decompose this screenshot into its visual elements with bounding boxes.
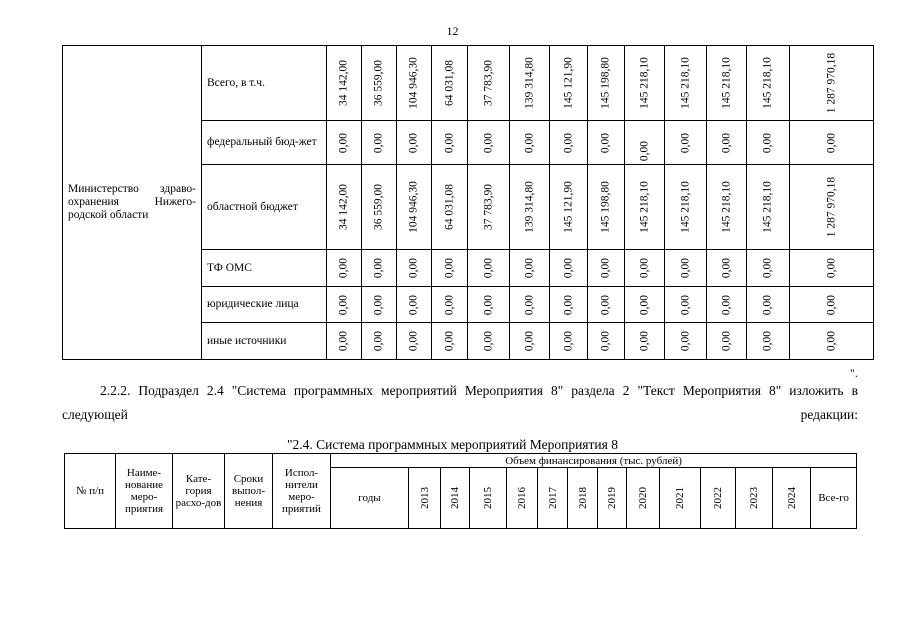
funding-value: 0,00 xyxy=(562,330,574,352)
year-label: 2016 xyxy=(516,487,528,509)
year-label: 2014 xyxy=(449,487,461,509)
funding-value-cell xyxy=(625,165,665,250)
funding-value: 0,00 xyxy=(638,257,650,279)
col-name-header: Наиме-нование меро-приятия xyxy=(116,454,173,529)
funding-value-cell xyxy=(790,287,874,323)
section-heading: "2.4. Система программных мероприятий Мероприятия 8 xyxy=(287,437,618,452)
funding-value: 0,00 xyxy=(523,257,535,279)
funding-source-label: областной бюджет xyxy=(202,165,327,250)
funding-value-cell xyxy=(468,287,510,323)
funding-value: 0,00 xyxy=(443,330,455,352)
funding-value: 139 314,80 xyxy=(523,181,535,233)
funding-value-cell xyxy=(468,121,510,165)
funding-value: 0,00 xyxy=(372,330,385,352)
year-label: 2019 xyxy=(606,487,618,509)
funding-source-label: Всего, в т.ч. xyxy=(202,46,327,121)
funding-value-cell xyxy=(397,323,432,360)
funding-value-cell xyxy=(747,165,790,250)
amendment-paragraph: 2.2.2. Подраздел 2.4 "Система программных мероприятий Мероприятия 8" раздела 2 "Текст Мероприятия 8" изложить в следующей редакции: xyxy=(62,383,858,422)
funding-value-cell xyxy=(625,121,665,165)
funding-value-cell xyxy=(588,46,625,121)
funding-value: 0,00 xyxy=(407,132,420,153)
funding-value: 0,00 xyxy=(638,141,650,162)
year-header xyxy=(736,468,773,529)
funding-value-cell xyxy=(588,287,625,323)
year-header xyxy=(409,468,441,529)
funding-value-cell xyxy=(510,165,550,250)
funding-value: 64 031,08 xyxy=(443,184,455,230)
funding-value: 0,00 xyxy=(482,294,494,315)
col-executors-header: Испол-нители меро-приятий xyxy=(273,454,331,529)
funding-value-cell xyxy=(665,323,707,360)
funding-value-cell xyxy=(747,121,790,165)
funding-value: 0,00 xyxy=(720,132,732,153)
funding-value-cell xyxy=(327,46,362,121)
year-header xyxy=(568,468,598,529)
funding-value: 36 559,00 xyxy=(372,60,385,106)
funding-value: 0,00 xyxy=(679,330,691,352)
funding-value-cell xyxy=(550,46,588,121)
organization-name: Министерство здраво-охранения Нижего-родской области xyxy=(68,183,196,221)
total-header: Все-го xyxy=(811,468,857,529)
funding-value-cell xyxy=(588,250,625,287)
year-header xyxy=(598,468,627,529)
funding-value-cell xyxy=(468,250,510,287)
funding-value-cell xyxy=(707,250,747,287)
funding-value: 0,00 xyxy=(337,257,350,279)
funding-value: 1 287 970,18 xyxy=(825,176,837,238)
funding-value: 0,00 xyxy=(523,330,535,352)
funding-value: 37 783,90 xyxy=(482,184,494,230)
funding-value: 145 218,10 xyxy=(720,181,732,233)
funding-value: 0,00 xyxy=(761,330,774,352)
closing-quote: ". xyxy=(850,366,858,380)
funding-value-cell xyxy=(510,46,550,121)
funding-value-cell xyxy=(362,121,397,165)
funding-value: 145 198,80 xyxy=(599,181,612,233)
funding-value-cell xyxy=(625,250,665,287)
funding-value-cell xyxy=(397,165,432,250)
funding-value-cell xyxy=(468,165,510,250)
funding-value: 0,00 xyxy=(720,294,732,315)
funding-value-cell xyxy=(362,250,397,287)
year-header xyxy=(441,468,470,529)
funding-value-cell xyxy=(747,287,790,323)
funding-value: 0,00 xyxy=(562,294,574,315)
funding-value-cell xyxy=(790,121,874,165)
organization-cell xyxy=(63,46,202,360)
year-label: 2017 xyxy=(546,487,559,509)
funding-value: 0,00 xyxy=(523,294,535,315)
funding-value: 0,00 xyxy=(761,257,774,279)
funding-value-cell xyxy=(327,287,362,323)
funding-value: 0,00 xyxy=(372,132,385,153)
year-label: 2021 xyxy=(674,487,686,509)
page-number: 12 xyxy=(446,24,459,38)
funding-value: 145 218,10 xyxy=(638,181,650,233)
funding-value: 145 218,10 xyxy=(761,181,774,233)
funding-value: 139 314,80 xyxy=(523,57,535,109)
funding-value: 0,00 xyxy=(337,330,350,352)
funding-value: 145 198,80 xyxy=(599,57,612,109)
funding-value: 0,00 xyxy=(720,330,732,352)
funding-value-cell xyxy=(327,323,362,360)
funding-value: 0,00 xyxy=(761,132,774,153)
year-header xyxy=(538,468,568,529)
funding-value: 0,00 xyxy=(482,257,494,279)
funding-value-cell xyxy=(747,46,790,121)
funding-value: 0,00 xyxy=(443,257,455,279)
funding-value-cell xyxy=(468,46,510,121)
year-header xyxy=(470,468,507,529)
funding-value: 0,00 xyxy=(337,294,350,315)
year-header xyxy=(627,468,660,529)
funding-value: 0,00 xyxy=(720,257,732,279)
funding-value-cell xyxy=(588,121,625,165)
funding-value-cell xyxy=(432,165,468,250)
funding-value-cell xyxy=(397,250,432,287)
year-label: 2023 xyxy=(748,487,760,509)
funding-value: 0,00 xyxy=(679,257,691,279)
funding-value: 0,00 xyxy=(443,132,455,153)
funding-value: 64 031,08 xyxy=(443,60,455,106)
funding-value-cell xyxy=(790,46,874,121)
funding-value: 0,00 xyxy=(825,330,837,352)
funding-value-cell xyxy=(790,165,874,250)
funding-value-cell xyxy=(550,323,588,360)
funding-value-cell xyxy=(550,250,588,287)
funding-value-cell xyxy=(625,323,665,360)
funding-value-cell xyxy=(707,287,747,323)
col-category-header: Кате-гория расхо-дов xyxy=(173,454,225,529)
funding-value-cell xyxy=(665,46,707,121)
funding-value: 0,00 xyxy=(482,132,494,153)
funding-value-cell xyxy=(665,250,707,287)
col-num-header: № п/п xyxy=(65,454,116,529)
funding-row xyxy=(63,46,874,121)
year-header xyxy=(660,468,701,529)
funding-value: 0,00 xyxy=(825,132,837,153)
funding-value: 0,00 xyxy=(407,294,420,315)
funding-value: 0,00 xyxy=(599,294,612,315)
funding-value: 0,00 xyxy=(679,294,691,315)
funding-header: Объем финансирования (тыс. рублей) xyxy=(331,454,857,468)
funding-value: 0,00 xyxy=(638,330,650,352)
funding-value-cell xyxy=(665,287,707,323)
funding-value-cell xyxy=(625,287,665,323)
funding-value: 36 559,00 xyxy=(372,184,385,230)
year-label: 2022 xyxy=(712,487,724,509)
funding-value-cell xyxy=(707,323,747,360)
funding-value-cell xyxy=(707,165,747,250)
funding-table xyxy=(62,45,874,360)
funding-source-label: федеральный бюд-жет xyxy=(202,121,327,165)
funding-value-cell xyxy=(327,250,362,287)
funding-value: 0,00 xyxy=(638,294,650,315)
year-label: 2018 xyxy=(576,487,589,509)
funding-value: 0,00 xyxy=(679,132,691,153)
funding-value: 0,00 xyxy=(443,294,455,315)
funding-value: 145 218,10 xyxy=(679,57,691,109)
funding-value-cell xyxy=(432,287,468,323)
funding-value-cell xyxy=(362,165,397,250)
funding-value-cell xyxy=(790,250,874,287)
funding-value-cell xyxy=(510,250,550,287)
funding-value-cell xyxy=(468,323,510,360)
year-header xyxy=(773,468,811,529)
funding-value-cell xyxy=(510,121,550,165)
funding-value: 0,00 xyxy=(825,257,837,279)
funding-value: 0,00 xyxy=(337,132,350,153)
funding-source-label: иные источники xyxy=(202,323,327,360)
years-label: годы xyxy=(331,468,409,529)
year-header xyxy=(507,468,538,529)
year-label: 2015 xyxy=(482,487,494,509)
funding-value: 0,00 xyxy=(482,330,494,352)
funding-value: 0,00 xyxy=(372,257,385,279)
funding-value-cell xyxy=(432,46,468,121)
funding-value-cell xyxy=(397,121,432,165)
funding-value-cell xyxy=(588,165,625,250)
funding-value-cell xyxy=(707,121,747,165)
funding-value: 0,00 xyxy=(825,294,837,315)
funding-value-cell xyxy=(665,165,707,250)
year-label: 2024 xyxy=(785,487,798,509)
funding-value-cell xyxy=(588,323,625,360)
funding-value-cell xyxy=(550,287,588,323)
funding-value-cell xyxy=(362,323,397,360)
funding-value-cell xyxy=(510,287,550,323)
funding-source-label: юридические лица xyxy=(202,287,327,323)
funding-value-cell xyxy=(362,287,397,323)
funding-value-cell xyxy=(747,323,790,360)
funding-value: 1 287 970,18 xyxy=(825,52,837,114)
funding-value: 145 218,10 xyxy=(720,57,732,109)
funding-value-cell xyxy=(327,121,362,165)
funding-value: 0,00 xyxy=(523,132,535,153)
col-terms-header: Сроки выпол-нения xyxy=(225,454,273,529)
funding-value-cell xyxy=(432,323,468,360)
funding-value-cell xyxy=(665,121,707,165)
funding-value: 34 142,00 xyxy=(337,184,350,230)
funding-value: 104 946,30 xyxy=(407,57,420,109)
year-label: 2020 xyxy=(637,487,649,509)
funding-value-cell xyxy=(790,323,874,360)
funding-value-cell xyxy=(432,121,468,165)
funding-value-cell xyxy=(625,46,665,121)
funding-value: 0,00 xyxy=(599,330,612,352)
funding-value-cell xyxy=(327,165,362,250)
funding-value: 104 946,30 xyxy=(407,181,420,233)
funding-value-cell xyxy=(707,46,747,121)
funding-value-cell xyxy=(397,287,432,323)
funding-value-cell xyxy=(362,46,397,121)
funding-value-cell xyxy=(397,46,432,121)
year-label: 2013 xyxy=(418,487,431,509)
funding-value: 0,00 xyxy=(372,294,385,315)
funding-value: 0,00 xyxy=(562,257,574,279)
funding-value: 0,00 xyxy=(599,132,612,153)
funding-value: 0,00 xyxy=(761,294,774,315)
funding-value-cell xyxy=(432,250,468,287)
funding-value-cell xyxy=(747,250,790,287)
measures-table-header xyxy=(64,453,857,529)
funding-value: 34 142,00 xyxy=(337,60,350,106)
funding-value-cell xyxy=(550,121,588,165)
funding-value: 0,00 xyxy=(599,257,612,279)
funding-value: 0,00 xyxy=(407,257,420,279)
year-header xyxy=(701,468,736,529)
funding-value: 0,00 xyxy=(407,330,420,352)
funding-value-cell xyxy=(510,323,550,360)
funding-value: 37 783,90 xyxy=(482,60,494,106)
funding-value: 0,00 xyxy=(562,132,574,153)
funding-source-label: ТФ ОМС xyxy=(202,250,327,287)
funding-value: 145 121,90 xyxy=(562,57,574,109)
funding-value: 145 121,90 xyxy=(562,181,574,233)
funding-value: 145 218,10 xyxy=(638,57,650,109)
funding-value-cell xyxy=(550,165,588,250)
funding-value: 145 218,10 xyxy=(761,57,774,109)
funding-value: 145 218,10 xyxy=(679,181,691,233)
